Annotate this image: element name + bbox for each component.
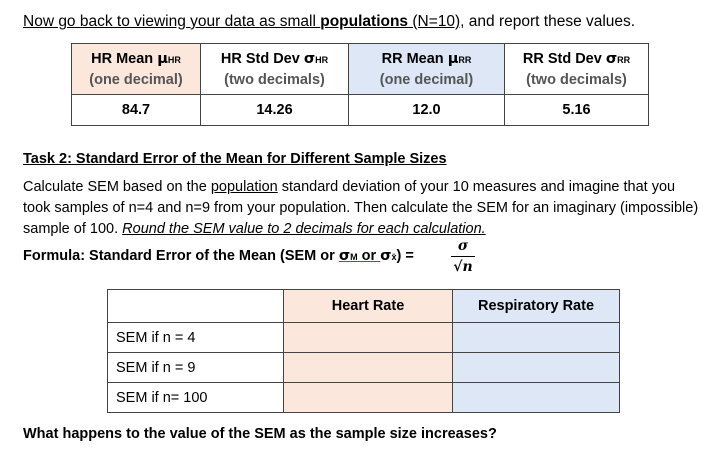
sem-header-blank (108, 290, 284, 323)
value-rr-mean[interactable]: 12.0 (349, 95, 505, 126)
fraction-denominator: √n (453, 259, 473, 275)
sem-cell-rr-n9[interactable] (453, 353, 620, 383)
header-rr-mean: RR Mean μRR (one decimal) (349, 44, 505, 95)
sem-formula-fraction (451, 237, 475, 276)
task-title: Task 2: Standard Error of the Mean for Different Sample Sizes (23, 151, 447, 167)
value-rr-std[interactable]: 5.16 (505, 95, 649, 126)
sem-header-heart-rate: Heart Rate (284, 290, 453, 323)
sem-cell-hr-n100[interactable] (284, 383, 453, 413)
question-text: What happens to the value of the SEM as the sample size increases? (23, 426, 497, 442)
sem-row-label: SEM if n = 4 (108, 323, 284, 353)
sem-header-respiratory-rate: Respiratory Rate (453, 290, 620, 323)
header-hr-std: HR Std Dev σHR (two decimals) (201, 44, 349, 95)
header-hr-mean: HR Mean μHR (one decimal) (72, 44, 201, 95)
sem-cell-hr-n9[interactable] (284, 353, 453, 383)
fraction-bar (451, 256, 475, 257)
sem-row-label: SEM if n = 9 (108, 353, 284, 383)
intro-text: Now go back to viewing your data as small populations (N=10), and report these values. (23, 13, 636, 30)
sem-cell-rr-n100[interactable] (453, 383, 620, 413)
population-stats-table (71, 43, 649, 126)
fraction-numerator: σ (457, 238, 469, 254)
sem-cell-hr-n4[interactable] (284, 323, 453, 353)
value-hr-std[interactable]: 14.26 (201, 95, 349, 126)
header-rr-std: RR Std Dev σRR (two decimals) (505, 44, 649, 95)
sem-table (107, 289, 620, 413)
sem-row-label: SEM if n= 100 (108, 383, 284, 413)
task-instructions: Calculate SEM based on the population standard deviation of your 10 measures and imagine that you took samples of n=4 and n=9 from your population. Then calculate the SEM for an imaginary (impossible) sample of 100. Round the SEM value to 2 decimals for each calculation. (23, 179, 699, 237)
sem-cell-rr-n4[interactable] (453, 323, 620, 353)
formula-label: Formula: Standard Error of the Mean (SEM or σM or σx̄) = (23, 248, 414, 264)
value-hr-mean[interactable]: 84.7 (72, 95, 201, 126)
